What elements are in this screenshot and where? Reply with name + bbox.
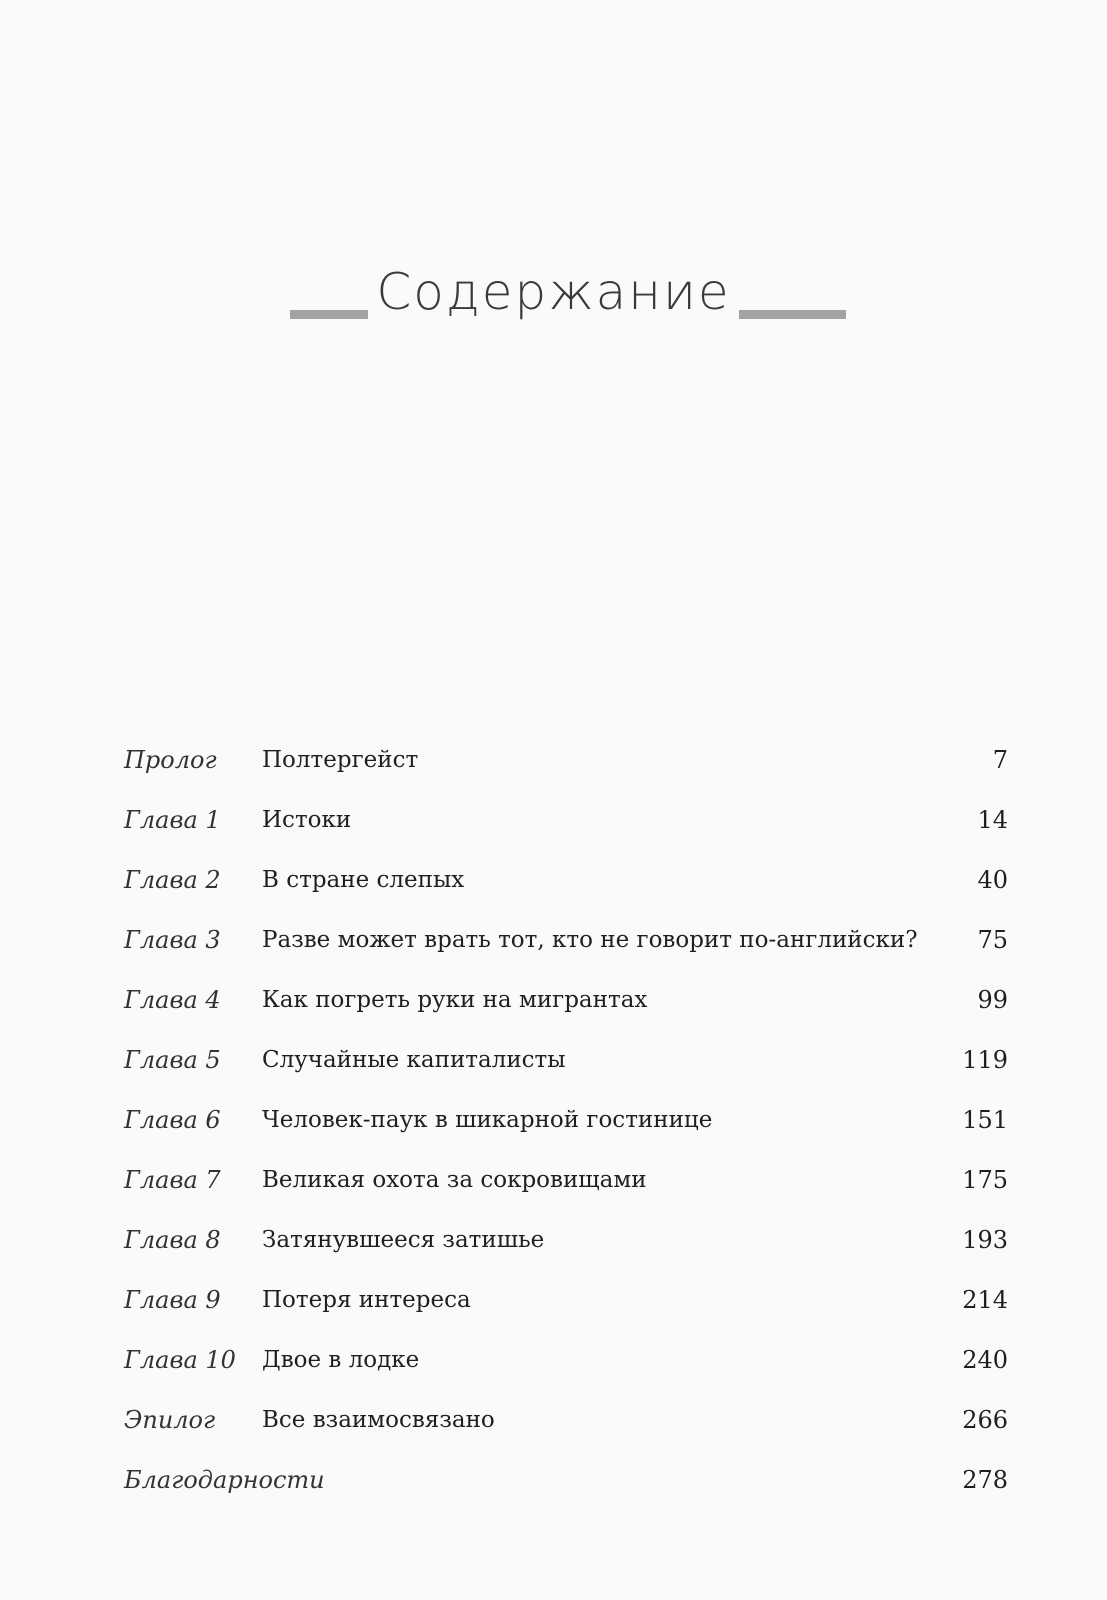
toc-title: Разве может врать тот, кто не говорит по-английски?: [262, 927, 918, 953]
toc-title: Истоки: [262, 807, 352, 833]
toc-page-number: 266: [962, 1406, 1008, 1434]
table-of-contents: [124, 730, 1008, 1510]
toc-entry-chapter-9[interactable]: [124, 1270, 1008, 1330]
toc-label: Глава 3: [124, 926, 221, 954]
toc-entry-chapter-7[interactable]: [124, 1150, 1008, 1210]
toc-label: Глава 10: [124, 1346, 236, 1374]
toc-title: В стране слепых: [262, 867, 465, 893]
toc-label: Пролог: [124, 746, 217, 774]
toc-entry-chapter-10[interactable]: [124, 1330, 1008, 1390]
toc-entry-chapter-6[interactable]: [124, 1090, 1008, 1150]
toc-entry-chapter-3[interactable]: [124, 910, 1008, 970]
toc-page-number: 14: [977, 806, 1008, 834]
toc-label: Глава 6: [124, 1106, 221, 1134]
toc-entry-chapter-2[interactable]: [124, 850, 1008, 910]
toc-label: Глава 2: [124, 866, 221, 894]
toc-page-number: 240: [962, 1346, 1008, 1374]
toc-entry-chapter-5[interactable]: [124, 1030, 1008, 1090]
toc-entry-chapter-1[interactable]: [124, 790, 1008, 850]
toc-page-number: 7: [992, 746, 1008, 774]
toc-label: Глава 4: [124, 986, 221, 1014]
toc-entry-epilogue[interactable]: [124, 1390, 1008, 1450]
toc-page-number: 278: [962, 1466, 1008, 1494]
toc-label: Глава 7: [124, 1166, 221, 1194]
toc-label: Эпилог: [124, 1406, 216, 1434]
toc-label: Глава 9: [124, 1286, 221, 1314]
toc-entry-chapter-4[interactable]: [124, 970, 1008, 1030]
toc-page-number: 75: [977, 926, 1008, 954]
toc-title: Затянувшееся затишье: [262, 1227, 545, 1253]
toc-page-number: 40: [977, 866, 1008, 894]
toc-title: Случайные капиталисты: [262, 1047, 566, 1073]
page-title-text: Содержание: [368, 263, 738, 321]
toc-page-number: 193: [962, 1226, 1008, 1254]
page-title: [0, 262, 1107, 322]
toc-page-number: 151: [962, 1106, 1008, 1134]
toc-label: Благодарности: [124, 1466, 325, 1494]
toc-title: Потеря интереса: [262, 1287, 471, 1313]
toc-title: Великая охота за сокровищами: [262, 1167, 647, 1193]
toc-label: Глава 5: [124, 1046, 221, 1074]
toc-page-number: 214: [962, 1286, 1008, 1314]
toc-page-number: 99: [977, 986, 1008, 1014]
toc-title: Человек-паук в шикарной гостинице: [262, 1107, 713, 1133]
title-block: [0, 262, 1107, 342]
toc-label: Глава 8: [124, 1226, 221, 1254]
toc-entry-prologue[interactable]: [124, 730, 1008, 790]
toc-entry-acknowledgements[interactable]: [124, 1450, 1008, 1510]
toc-title: Двое в лодке: [262, 1347, 420, 1373]
toc-page-number: 175: [962, 1166, 1008, 1194]
toc-label: Глава 1: [124, 806, 221, 834]
toc-entry-chapter-8[interactable]: [124, 1210, 1008, 1270]
toc-title: Полтергейст: [262, 747, 419, 773]
toc-title: Все взаимосвязано: [262, 1407, 495, 1433]
toc-title: Как погреть руки на мигрантах: [262, 987, 648, 1013]
toc-page-number: 119: [962, 1046, 1008, 1074]
